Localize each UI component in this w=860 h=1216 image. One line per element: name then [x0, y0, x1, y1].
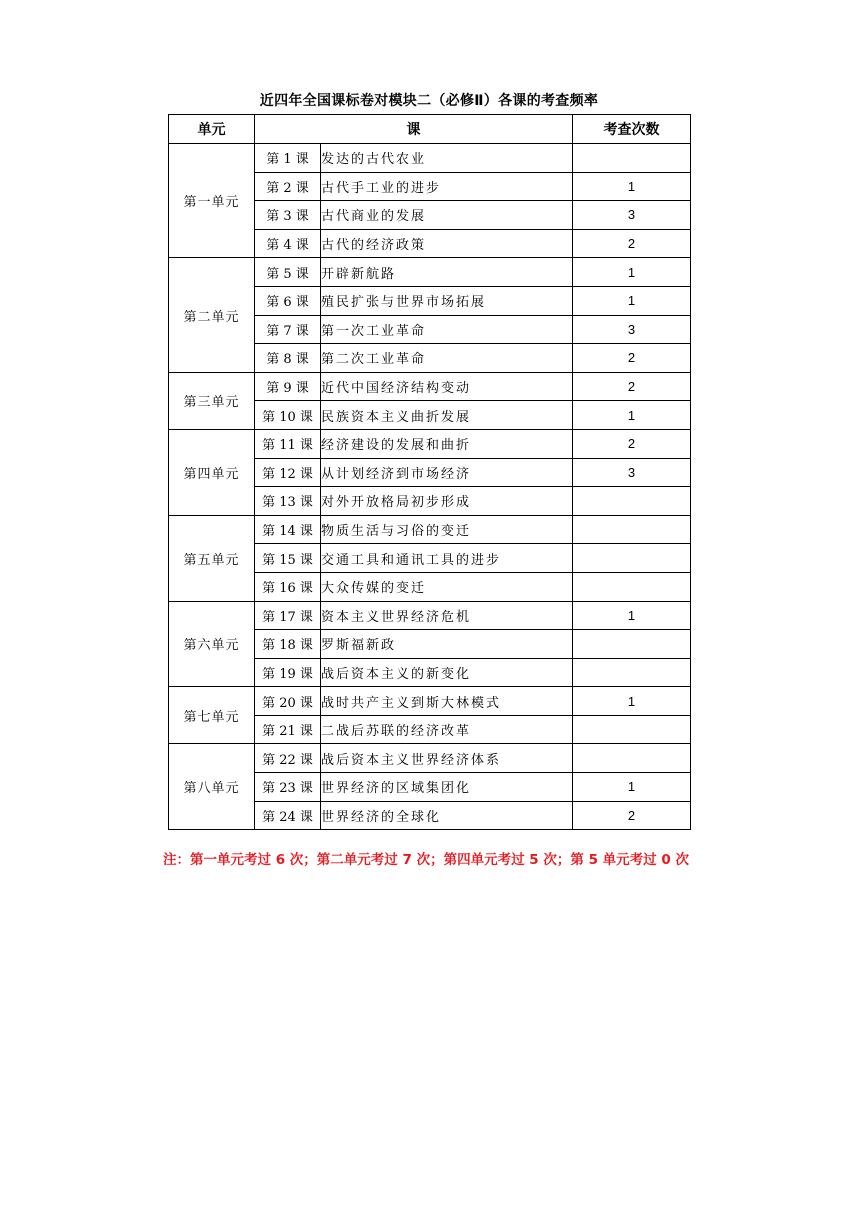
lesson-number-cell: 第 24 课: [255, 801, 321, 830]
lesson-number-cell: 第 5 课: [255, 258, 321, 287]
unit-cell: 第八单元: [169, 744, 255, 830]
lesson-number-cell: 第 6 课: [255, 286, 321, 315]
lesson-name-cell: 古代商业的发展: [321, 201, 573, 230]
lesson-number-cell: 第 8 课: [255, 344, 321, 373]
lesson-number-cell: 第 1 课: [255, 144, 321, 173]
lesson-number-cell: 第 16 课: [255, 572, 321, 601]
lesson-number-cell: 第 3 课: [255, 201, 321, 230]
lesson-number-cell: 第 23 课: [255, 773, 321, 802]
unit-cell: 第六单元: [169, 601, 255, 687]
lesson-number-cell: 第 17 课: [255, 601, 321, 630]
exam-count-cell: [573, 630, 691, 659]
footnote: 注：第一单元考过 6 次；第二单元考过 7 次；第四单元考过 5 次；第 5 单元考过 0 次: [163, 852, 689, 868]
table-header-row: [169, 115, 691, 144]
exam-count-cell: [573, 744, 691, 773]
exam-count-cell: [573, 658, 691, 687]
exam-count-cell: 2: [573, 344, 691, 373]
exam-count-cell: 1: [573, 401, 691, 430]
unit-cell: 第五单元: [169, 515, 255, 601]
lesson-name-cell: 大众传媒的变迁: [321, 572, 573, 601]
table-row: [169, 601, 691, 630]
lesson-name-cell: 对外开放格局初步形成: [321, 487, 573, 516]
exam-count-cell: 2: [573, 372, 691, 401]
exam-count-cell: 2: [573, 229, 691, 258]
exam-count-cell: 1: [573, 601, 691, 630]
header-lesson: 课: [255, 115, 573, 144]
lesson-number-cell: 第 13 课: [255, 487, 321, 516]
lesson-number-cell: 第 15 课: [255, 544, 321, 573]
lesson-name-cell: 从计划经济到市场经济: [321, 458, 573, 487]
exam-count-cell: 1: [573, 258, 691, 287]
lesson-number-cell: 第 11 课: [255, 429, 321, 458]
lesson-number-cell: 第 9 课: [255, 372, 321, 401]
lesson-name-cell: 罗斯福新政: [321, 630, 573, 659]
lesson-name-cell: 近代中国经济结构变动: [321, 372, 573, 401]
exam-count-cell: 2: [573, 801, 691, 830]
unit-cell: 第一单元: [169, 144, 255, 258]
unit-cell: 第三单元: [169, 372, 255, 429]
lesson-name-cell: 经济建设的发展和曲折: [321, 429, 573, 458]
exam-count-cell: [573, 544, 691, 573]
unit-cell: 第四单元: [169, 429, 255, 515]
lesson-name-cell: 交通工具和通讯工具的进步: [321, 544, 573, 573]
lesson-name-cell: 发达的古代农业: [321, 144, 573, 173]
lesson-name-cell: 物质生活与习俗的变迁: [321, 515, 573, 544]
exam-count-cell: [573, 572, 691, 601]
exam-count-cell: 1: [573, 172, 691, 201]
unit-cell: 第二单元: [169, 258, 255, 372]
lesson-name-cell: 战后资本主义世界经济体系: [321, 744, 573, 773]
table-row: [169, 744, 691, 773]
table-title: 近四年全国课标卷对模块二（必修Ⅱ）各课的考查频率: [259, 93, 599, 109]
table-row: [169, 144, 691, 173]
lesson-name-cell: 开辟新航路: [321, 258, 573, 287]
lesson-name-cell: 古代手工业的进步: [321, 172, 573, 201]
table-row: [169, 515, 691, 544]
exam-count-cell: [573, 144, 691, 173]
exam-count-cell: 1: [573, 286, 691, 315]
lesson-name-cell: 第一次工业革命: [321, 315, 573, 344]
frequency-table: [168, 114, 691, 830]
lesson-number-cell: 第 22 课: [255, 744, 321, 773]
lesson-name-cell: 资本主义世界经济危机: [321, 601, 573, 630]
table-row: [169, 372, 691, 401]
lesson-name-cell: 殖民扩张与世界市场拓展: [321, 286, 573, 315]
exam-count-cell: 1: [573, 687, 691, 716]
lesson-number-cell: 第 19 课: [255, 658, 321, 687]
lesson-name-cell: 古代的经济政策: [321, 229, 573, 258]
table-row: [169, 687, 691, 716]
lesson-name-cell: 世界经济的全球化: [321, 801, 573, 830]
exam-count-cell: 3: [573, 201, 691, 230]
exam-count-cell: [573, 487, 691, 516]
lesson-number-cell: 第 12 课: [255, 458, 321, 487]
lesson-name-cell: 世界经济的区域集团化: [321, 773, 573, 802]
header-count: 考查次数: [573, 115, 691, 144]
lesson-number-cell: 第 14 课: [255, 515, 321, 544]
table-body: [169, 144, 691, 830]
lesson-name-cell: 第二次工业革命: [321, 344, 573, 373]
lesson-number-cell: 第 21 课: [255, 715, 321, 744]
lesson-name-cell: 二战后苏联的经济改革: [321, 715, 573, 744]
lesson-number-cell: 第 2 课: [255, 172, 321, 201]
lesson-name-cell: 民族资本主义曲折发展: [321, 401, 573, 430]
exam-count-cell: 3: [573, 315, 691, 344]
exam-count-cell: [573, 715, 691, 744]
lesson-number-cell: 第 18 课: [255, 630, 321, 659]
table-row: [169, 258, 691, 287]
unit-cell: 第七单元: [169, 687, 255, 744]
table-row: [169, 429, 691, 458]
lesson-number-cell: 第 7 课: [255, 315, 321, 344]
exam-count-cell: 1: [573, 773, 691, 802]
exam-count-cell: 3: [573, 458, 691, 487]
header-unit: 单元: [169, 115, 255, 144]
lesson-number-cell: 第 10 课: [255, 401, 321, 430]
lesson-number-cell: 第 20 课: [255, 687, 321, 716]
lesson-name-cell: 战时共产主义到斯大林模式: [321, 687, 573, 716]
exam-count-cell: [573, 515, 691, 544]
lesson-number-cell: 第 4 课: [255, 229, 321, 258]
lesson-name-cell: 战后资本主义的新变化: [321, 658, 573, 687]
exam-count-cell: 2: [573, 429, 691, 458]
